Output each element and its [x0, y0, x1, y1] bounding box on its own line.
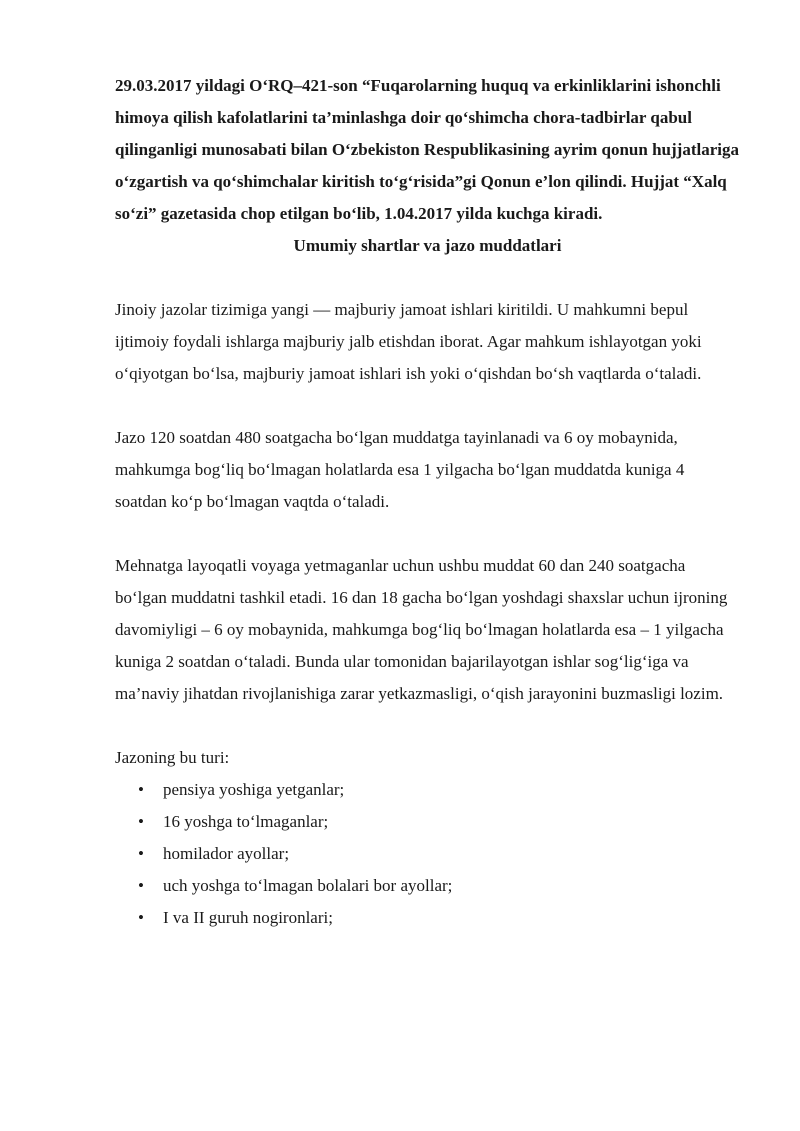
paragraph-3: Mehnatga layoqatli voyaga yetmaganlar uchun ushbu muddat 60 dan 240 soatgacha bo‘lgan muddatni tashkil etadi. 16 dan 18 gacha bo‘lgan yoshdagi shaxslar uchun ijroning davomiyligi – 6 oy mobaynida, mahkumga bog‘liq bo‘lmagan holatlarda esa – 1 yilgacha kuniga 2 soatdan o‘taladi. Bunda ular tomonidan bajarilayotgan ishlar sog‘lig‘iga va ma’naviy jihatdan rivojlanishiga zarar yetkazmasligi, o‘qish jarayonini buzmasligi lozim.	[115, 556, 728, 703]
list-item-text: 16 yoshga to‘lmaganlar;	[163, 812, 329, 831]
list-item-text: uch yoshga to‘lmagan bolalari bor ayollar;	[163, 876, 453, 895]
paragraph-1: Jinoiy jazolar tizimiga yangi — majburiy jamoat ishlari kiritildi. U mahkumni bepul ijtimoiy foydali ishlarga majburiy jalb etishdan iborat. Agar mahkum ishlayotgan yoki o‘qiyotgan bo‘lsa, majburiy jamoat ishlari ish yoki o‘qishdan bo‘sh vaqtlarda o‘taladi.	[115, 300, 702, 383]
list-item-text: homilador ayollar;	[163, 844, 290, 863]
bullet-icon: •	[138, 876, 144, 895]
list-item	[115, 870, 740, 902]
list-item-text: I va II guruh nogironlari;	[163, 908, 333, 927]
bullet-icon: •	[138, 844, 144, 863]
list-item-text: pensiya yoshiga yetganlar;	[163, 780, 345, 799]
list-item	[115, 806, 740, 838]
document-page	[115, 70, 740, 934]
list-item	[115, 838, 740, 870]
list-intro: Jazoning bu turi:	[115, 748, 230, 767]
list-item	[115, 902, 740, 934]
list-item	[115, 774, 740, 806]
bullet-icon: •	[138, 812, 144, 831]
bullet-icon: •	[138, 780, 144, 799]
exemption-list	[115, 774, 740, 934]
bullet-icon: •	[138, 908, 144, 927]
section-heading: Umumiy shartlar va jazo muddatlari	[293, 236, 562, 255]
intro-paragraph: 29.03.2017 yildagi O‘RQ–421-son “Fuqarolarning huquq va erkinliklarini ishonchli himoya qilish kafolatlarini ta’minlashga doir qo‘shimcha chora-tadbirlar qabul qilinganligi munosabati bilan O‘zbekiston Respublikasining ayrim qonun hujjatlariga o‘zgartish va qo‘shimchalar kiritish to‘g‘risida”gi Qonun e’lon qilindi. Hujjat “Xalq so‘zi” gazetasida chop etilgan bo‘lib, 1.04.2017 yilda kuchga kiradi.	[115, 76, 739, 223]
paragraph-2: Jazo 120 soatdan 480 soatgacha bo‘lgan muddatga tayinlanadi va 6 oy mobaynida, mahkumga bog‘liq bo‘lmagan holatlarda esa 1 yilgacha bo‘lgan muddatda kuniga 4 soatdan ko‘p bo‘lmagan vaqtda o‘taladi.	[115, 428, 685, 511]
